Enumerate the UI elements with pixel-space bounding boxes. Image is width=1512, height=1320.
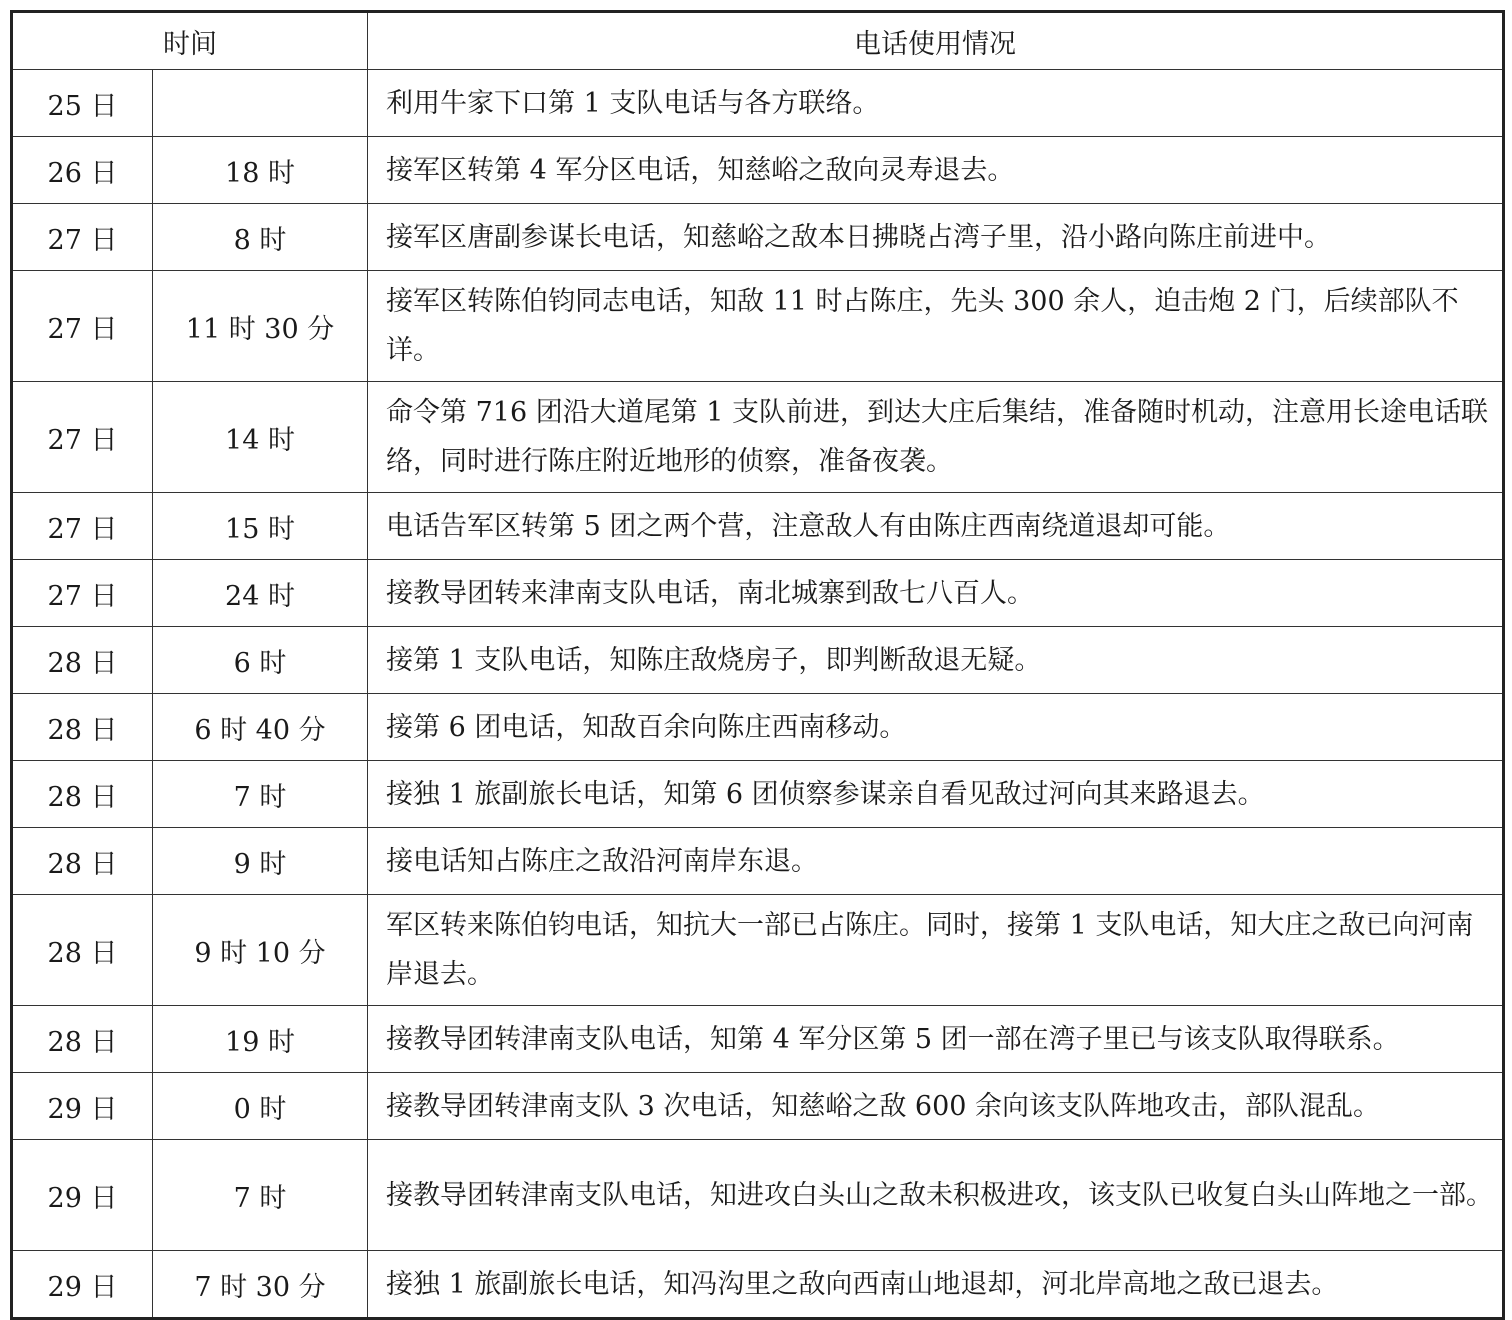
usage-cell: 电话告军区转第 5 团之两个营，注意敌人有由陈庄西南绕道退却可能。: [368, 493, 1504, 560]
time-cell: 15 时: [153, 493, 368, 560]
usage-cell: 接独 1 旅副旅长电话，知第 6 团侦察参谋亲自看见敌过河向其来路退去。: [368, 761, 1504, 828]
table-row: [12, 70, 1504, 137]
table-header-row: [12, 12, 1504, 70]
header-phone-usage: 电话使用情况: [368, 12, 1504, 70]
usage-cell: 接军区转陈伯钧同志电话，知敌 11 时占陈庄，先头 300 余人，迫击炮 2 门，后续部队不详。: [368, 271, 1504, 382]
usage-cell: 接军区转第 4 军分区电话，知慈峪之敌向灵寿退去。: [368, 137, 1504, 204]
usage-cell: 军区转来陈伯钧电话，知抗大一部已占陈庄。同时，接第 1 支队电话，知大庄之敌已向河南岸退去。: [368, 895, 1504, 1006]
usage-cell: 接军区唐副参谋长电话，知慈峪之敌本日拂晓占湾子里，沿小路向陈庄前进中。: [368, 204, 1504, 271]
time-cell: 8 时: [153, 204, 368, 271]
usage-cell: 接第 6 团电话，知敌百余向陈庄西南移动。: [368, 694, 1504, 761]
day-cell: 28 日: [12, 761, 153, 828]
time-cell: 7 时: [153, 1140, 368, 1251]
time-cell: 14 时: [153, 382, 368, 493]
table-row: [12, 204, 1504, 271]
time-cell: 0 时: [153, 1073, 368, 1140]
time-cell: 9 时 10 分: [153, 895, 368, 1006]
day-cell: 27 日: [12, 382, 153, 493]
table-row: [12, 382, 1504, 493]
time-cell: 24 时: [153, 560, 368, 627]
usage-cell: 命令第 716 团沿大道尾第 1 支队前进，到达大庄后集结，准备随时机动，注意用长途电话联络，同时进行陈庄附近地形的侦察，准备夜袭。: [368, 382, 1504, 493]
day-cell: 25 日: [12, 70, 153, 137]
usage-cell: 接第 1 支队电话，知陈庄敌烧房子，即判断敌退无疑。: [368, 627, 1504, 694]
time-cell: 6 时: [153, 627, 368, 694]
time-cell: 11 时 30 分: [153, 271, 368, 382]
day-cell: 28 日: [12, 828, 153, 895]
table-row: [12, 694, 1504, 761]
day-cell: 28 日: [12, 895, 153, 1006]
day-cell: 29 日: [12, 1251, 153, 1319]
table-row: [12, 1140, 1504, 1251]
day-cell: 28 日: [12, 627, 153, 694]
day-cell: 27 日: [12, 204, 153, 271]
day-cell: 26 日: [12, 137, 153, 204]
time-cell: 6 时 40 分: [153, 694, 368, 761]
table-row: [12, 493, 1504, 560]
table-row: [12, 1073, 1504, 1140]
usage-cell: 接教导团转津南支队 3 次电话，知慈峪之敌 600 余向该支队阵地攻击，部队混乱。: [368, 1073, 1504, 1140]
time-cell: 9 时: [153, 828, 368, 895]
time-cell: [153, 70, 368, 137]
usage-cell: 利用牛家下口第 1 支队电话与各方联络。: [368, 70, 1504, 137]
day-cell: 29 日: [12, 1073, 153, 1140]
day-cell: 28 日: [12, 694, 153, 761]
time-cell: 19 时: [153, 1006, 368, 1073]
table-row: [12, 895, 1504, 1006]
usage-cell: 接教导团转来津南支队电话，南北城寨到敌七八百人。: [368, 560, 1504, 627]
table-row: [12, 271, 1504, 382]
table-row: [12, 560, 1504, 627]
header-time: 时间: [12, 12, 368, 70]
day-cell: 27 日: [12, 493, 153, 560]
usage-cell: 接独 1 旅副旅长电话，知冯沟里之敌向西南山地退却，河北岸高地之敌已退去。: [368, 1251, 1504, 1319]
day-cell: 29 日: [12, 1140, 153, 1251]
day-cell: 27 日: [12, 560, 153, 627]
usage-cell: 接教导团转津南支队电话，知第 4 军分区第 5 团一部在湾子里已与该支队取得联系。: [368, 1006, 1504, 1073]
time-cell: 18 时: [153, 137, 368, 204]
table-row: [12, 627, 1504, 694]
usage-cell: 接电话知占陈庄之敌沿河南岸东退。: [368, 828, 1504, 895]
day-cell: 27 日: [12, 271, 153, 382]
time-cell: 7 时: [153, 761, 368, 828]
day-cell: 28 日: [12, 1006, 153, 1073]
table-row: [12, 828, 1504, 895]
table-row: [12, 1251, 1504, 1319]
time-cell: 7 时 30 分: [153, 1251, 368, 1319]
table-row: [12, 137, 1504, 204]
usage-cell: 接教导团转津南支队电话，知进攻白头山之敌未积极进攻，该支队已收复白头山阵地之一部。: [368, 1140, 1504, 1251]
telephone-log-table: [10, 10, 1505, 1320]
table-row: [12, 761, 1504, 828]
table-row: [12, 1006, 1504, 1073]
